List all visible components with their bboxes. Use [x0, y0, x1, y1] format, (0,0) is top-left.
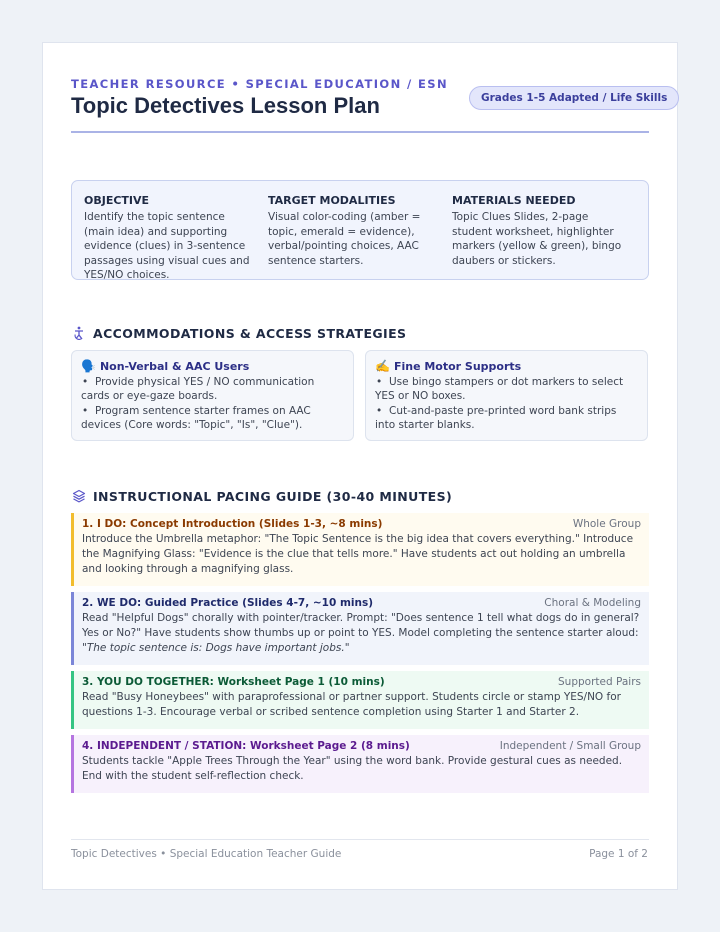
modalities-text: Visual color-coding (amber = topic, emerald = evidence), verbal/pointing choices, AAC sentence starters. [268, 211, 421, 267]
footer-divider [71, 839, 649, 840]
model-sentence: "The topic sentence is: Dogs have important jobs." [82, 642, 350, 654]
objective-heading: OBJECTIVE [84, 194, 150, 207]
resource-eyebrow: TEACHER RESOURCE • SPECIAL EDUCATION / ESN [71, 77, 448, 91]
accommodations-heading [71, 325, 406, 341]
step-description: Introduce the Umbrella metaphor: "The Topic Sentence is the big idea that covers everything." Introduce the Magnifying Glass: "Evidence is the clue that tells more." Have students act out holding an umbrella and looking through a magnifying glass. [82, 533, 634, 575]
modalities-heading: TARGET MODALITIES [268, 194, 396, 207]
speaking-head-icon: 🗣️ [81, 359, 96, 373]
list-item: • Program sentence starter frames on AAC devices (Core words: "Topic", "Is", "Clue"). [81, 405, 311, 431]
layers-icon [71, 488, 87, 504]
step-title: 3. YOU DO TOGETHER: Worksheet Page 1 (10 mins) [82, 676, 385, 688]
list-item: • Provide physical YES / NO communication cards or eye-gaze boards. [81, 376, 315, 402]
aac-users-title: Non-Verbal & AAC Users [99, 359, 250, 373]
materials-column [452, 194, 636, 279]
writing-hand-icon: ✍️ [375, 359, 390, 373]
footer-title: Topic Detectives • Special Education Teacher Guide [71, 848, 342, 860]
materials-text: Topic Clues Slides, 2-page student worksheet, highlighter markers (yellow & green), bingo daubers or stickers. [452, 211, 622, 267]
accommodations-heading-text: ACCOMMODATIONS & ACCESS STRATEGIES [93, 325, 407, 341]
objective-column [84, 194, 268, 279]
header-divider [71, 131, 649, 133]
accessibility-icon [71, 325, 87, 341]
page-title: Topic Detectives Lesson Plan [71, 93, 380, 118]
step-description: Read "Helpful Dogs" chorally with pointer/tracker. Prompt: "Does sentence 1 tell what dogs do in general? Yes or No?" Have students show thumbs up or point to YES. Model completing the sentence starter aloud: "The topic sentence is: Dogs have important jobs." [82, 612, 640, 654]
list-item: • Use bingo stampers or dot markers to select YES or NO boxes. [375, 376, 624, 402]
page-number: Page 1 of 2 [589, 848, 648, 860]
objective-text: Identify the topic sentence (main idea) and supporting evidence (clues) in 3-sentence passages using visual cues and YES/NO choices. [84, 211, 250, 281]
step-description: Students tackle "Apple Trees Through the Year" using the word bank. Provide gestural cues as needed. End with the student self-reflection check. [82, 755, 623, 782]
fine-motor-card [365, 350, 648, 441]
accommodations-cards [71, 350, 649, 441]
list-item: • Cut-and-paste pre-printed word bank strips into starter blanks. [375, 405, 617, 431]
step-description: Read "Busy Honeybees" with paraprofessional or partner support. Students circle or stamp YES/NO for questions 1-3. Encourage verbal or scribed sentence completion using Starter 1 and Starter 2. [82, 691, 621, 718]
pacing-step-independent [71, 735, 649, 793]
step-grouping: Whole Group [572, 518, 641, 530]
step-title: 4. INDEPENDENT / STATION: Worksheet Page 2 (8 mins) [82, 740, 410, 752]
step-grouping: Independent / Small Group [499, 740, 641, 752]
step-title: 2. WE DO: Guided Practice (Slides 4-7, ~10 mins) [82, 597, 374, 609]
pacing-step-i-do [71, 513, 649, 586]
pacing-step-you-do-together [71, 671, 649, 729]
fine-motor-title: Fine Motor Supports [393, 359, 522, 373]
pacing-heading-text: INSTRUCTIONAL PACING GUIDE (30-40 MINUTES) [93, 488, 453, 504]
materials-heading: MATERIALS NEEDED [452, 194, 576, 207]
aac-users-card [71, 350, 354, 441]
step-grouping: Choral & Modeling [544, 597, 641, 609]
pacing-heading [71, 488, 452, 504]
step-grouping: Supported Pairs [558, 676, 641, 688]
grade-badge: Grades 1-5 Adapted / Life Skills [469, 86, 679, 110]
step-title: 1. I DO: Concept Introduction (Slides 1-3, ~8 mins) [82, 518, 383, 530]
pacing-step-we-do [71, 592, 649, 665]
modalities-column [268, 194, 452, 279]
overview-panel [71, 180, 649, 280]
lesson-plan-page [42, 42, 678, 890]
